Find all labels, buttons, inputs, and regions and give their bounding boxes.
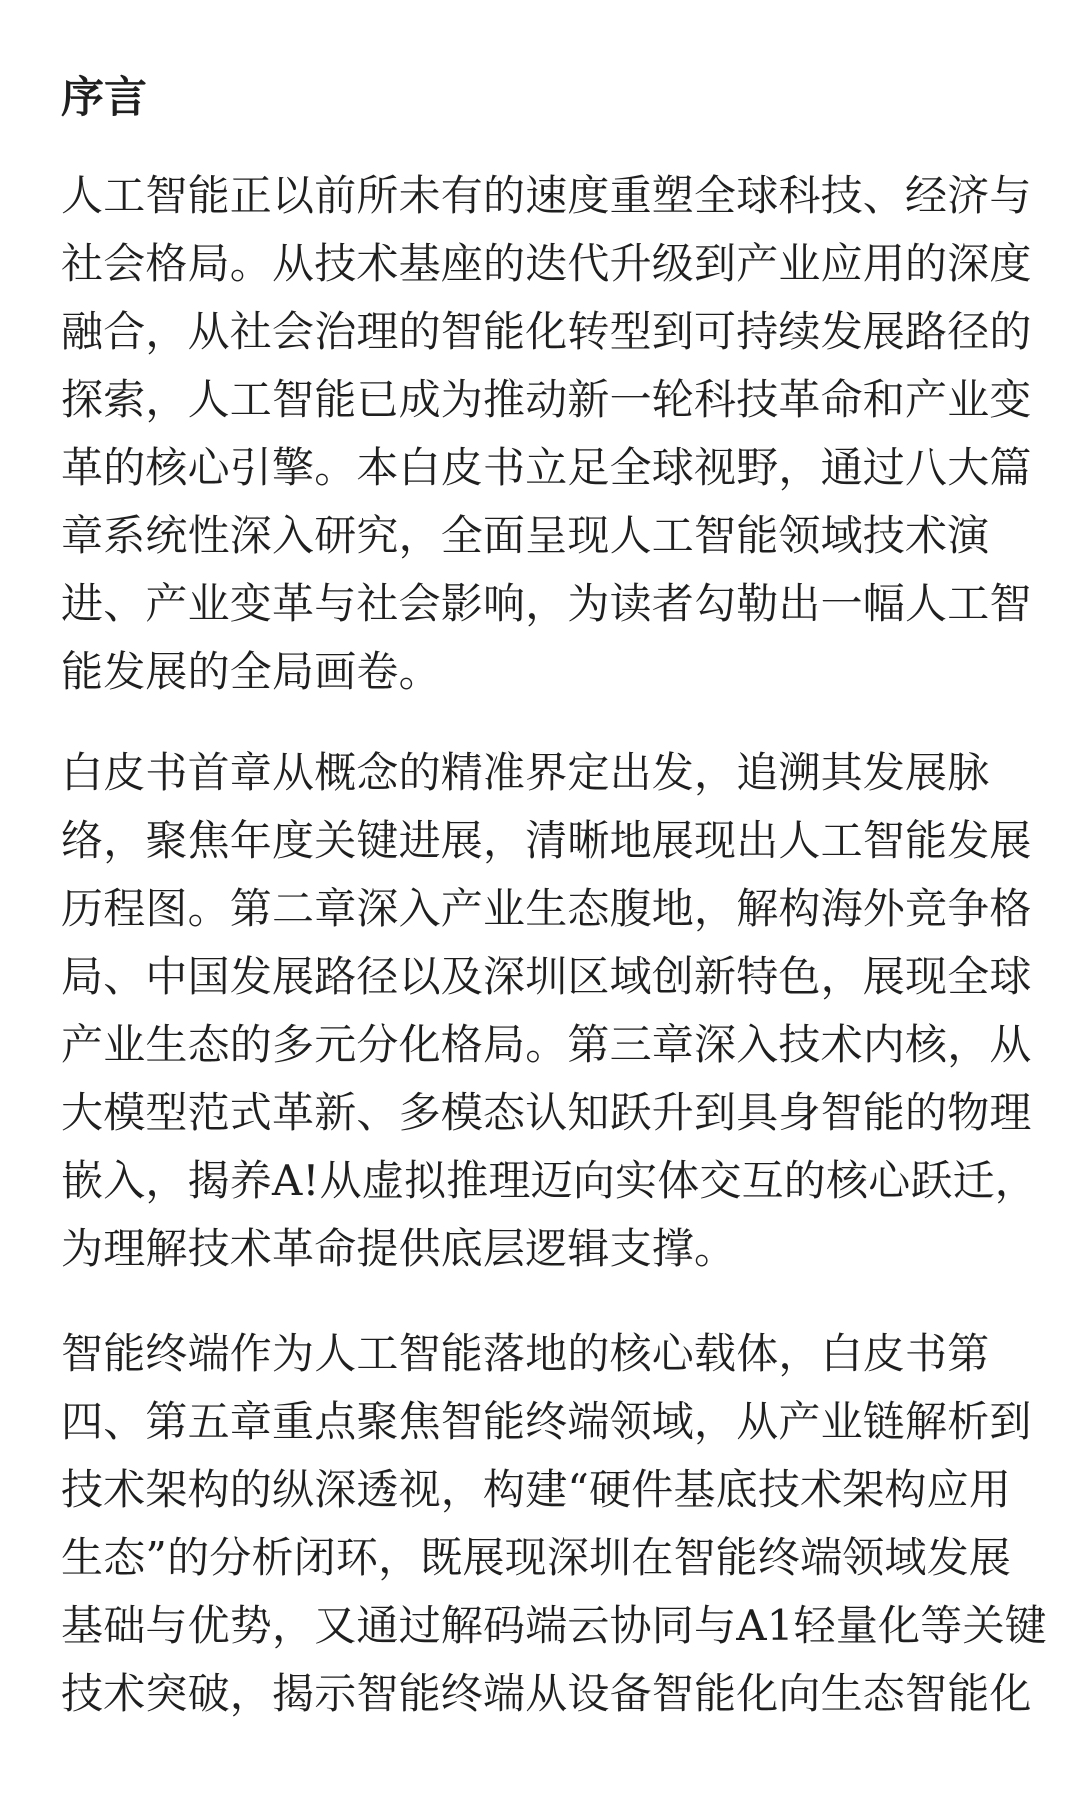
paragraph-line: 技术突破，揭示智能终端从设备智能化向生态智能化: [61, 1669, 1032, 1718]
paragraph-line: 融合，从社会治理的智能化转型到可持续发展路径的: [61, 307, 1032, 356]
paragraph-line: 四、第五章重点聚焦智能终端领域，从产业链解析到: [61, 1397, 1032, 1446]
paragraph-line: 大模型范式革新、多模态认知跃升到具身智能的物理: [61, 1088, 1032, 1137]
paragraph-line: 人工智能正以前所未有的速度重塑全球科技、经济与: [61, 171, 1032, 220]
paragraph-line: 探索，人工智能已成为推动新一轮科技革命和产业变: [61, 375, 1032, 424]
paragraph-line: 社会格局。从技术基座的迭代升级到产业应用的深度: [61, 239, 1032, 288]
paragraph-line: 智能终端作为人工智能落地的核心载体，白皮书第: [61, 1329, 990, 1378]
paragraph-line: 嵌入，揭养A!从虚拟推理迈向实体交互的核心跃迁，: [61, 1156, 1038, 1205]
paragraph-line: 技术架构的纵深透视，构建“硬件基底技术架构应用: [61, 1465, 1012, 1514]
paragraph-line: 章系统性深入研究，全面呈现人工智能领域技术演: [61, 511, 990, 560]
paragraph-line: 进、产业变革与社会影响，为读者勾勒出一幅人工智: [61, 579, 1032, 628]
paragraph-line: 能发展的全局画卷。: [61, 647, 441, 696]
paragraph-line: 白皮书首章从概念的精准界定出发，追溯其发展脉: [61, 748, 990, 797]
paragraph-line: 革的核心引擎。本白皮书立足全球视野，通过八大篇: [61, 443, 1032, 492]
paragraph-line: 基础与优势，又通过解码端云协同与A1轻量化等关键: [61, 1601, 1047, 1650]
paragraph-line: 局、中国发展路径以及深圳区域创新特色，展现全球: [61, 952, 1032, 1001]
paragraph-line: 为理解技术革命提供底层逻辑支撑。: [61, 1224, 737, 1273]
paragraph-line: 生态”的分析闭环，既展现深圳在智能终端领域发展: [61, 1533, 1012, 1582]
preface-heading: 序言: [61, 73, 147, 123]
paragraph-line: 络，聚焦年度关键进展，清晰地展现出人工智能发展: [61, 816, 1032, 865]
paragraph-line: 历程图。第二章深入产业生态腹地，解构海外竞争格: [61, 884, 1032, 933]
paragraph-line: 产业生态的多元分化格局。第三章深入技术内核，从: [61, 1020, 1032, 1069]
